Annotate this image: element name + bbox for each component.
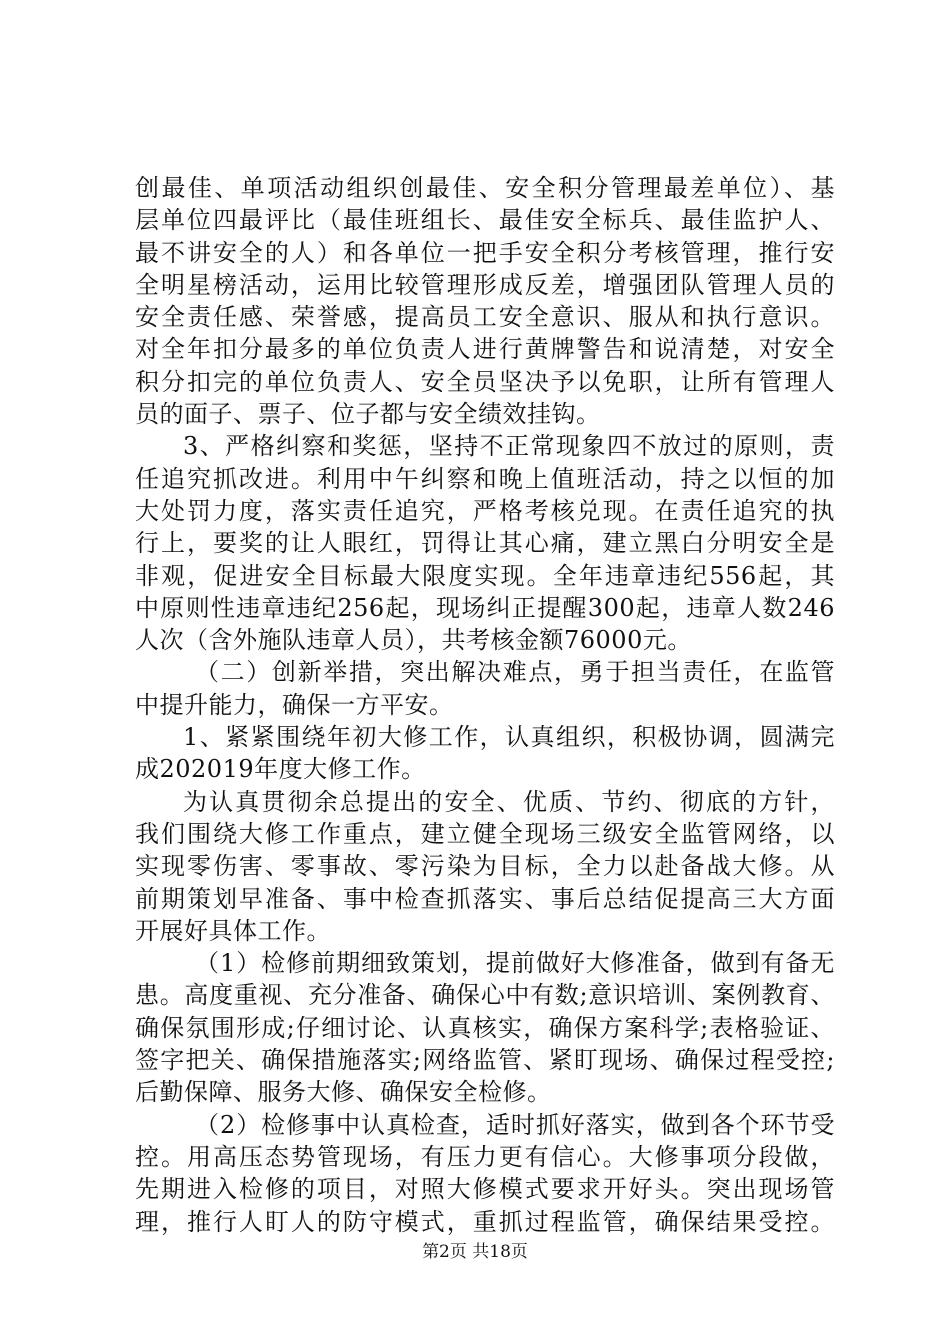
text-line: 对全年扣分最多的单位负责人进行黄牌警告和说清楚，对安全 xyxy=(135,335,835,364)
text-line: 人次（含外施队违章人员），共考核金额76000元。 xyxy=(135,626,692,655)
text-line: 中提升能力，确保一方平安。 xyxy=(135,690,454,719)
text-line: 安全责任感、荣誉感，提高员工安全意识、服从和执行意识。 xyxy=(135,303,835,332)
text-line: 签字把关、确保措施落实;网络监管、紧盯现场、确保过程受控; xyxy=(135,1046,835,1075)
text-line: 全明星榜活动，运用比较管理形成反差，增强团队管理人员的 xyxy=(135,270,835,299)
text-line: 员的面子、票子、位子都与安全绩效挂钩。 xyxy=(135,400,601,429)
text-line: 大处罚力度，落实责任追究，严格考核兑现。在责任追究的执 xyxy=(135,496,835,525)
text-line: 患。高度重视、充分准备、确保心中有数;意识培训、案例教育、 xyxy=(135,981,835,1010)
text-line: （2）检修事中认真检查，适时抓好落实，做到各个环节受 xyxy=(195,1110,835,1139)
text-line: 后勤保障、服务大修、确保安全检修。 xyxy=(135,1078,552,1107)
text-line: 中原则性违章违纪256起，现场纠正提醒300起，违章人数246 xyxy=(135,593,835,622)
text-line: 先期进入检修的项目，对照大修模式要求开好头。突出现场管 xyxy=(135,1175,835,1204)
text-line: （1）检修前期细致策划，提前做好大修准备，做到有备无 xyxy=(195,949,835,978)
text-line: 理，推行人盯人的防守模式，重抓过程监管，确保结果受控。 xyxy=(135,1207,835,1236)
text-line: 积分扣完的单位负责人、安全员坚决予以免职，让所有管理人 xyxy=(135,367,835,396)
text-line: 前期策划早准备、事中检查抓落实、事后总结促提高三大方面 xyxy=(135,884,835,913)
text-line: 最不讲安全的人）和各单位一把手安全积分考核管理，推行安 xyxy=(135,238,835,267)
text-line: 控。用高压态势管现场，有压力更有信心。大修事项分段做， xyxy=(135,1142,835,1171)
text-line: 3、严格纠察和奖惩，坚持不正常现象四不放过的原则，责 xyxy=(183,432,835,461)
text-line: 1、紧紧围绕年初大修工作，认真组织，积极协调，圆满完 xyxy=(183,723,835,752)
text-line: 层单位四最评比（最佳班组长、最佳安全标兵、最佳监护人、 xyxy=(135,206,835,235)
body-text xyxy=(135,172,835,1238)
page-number-footer: 第2页 共18页 xyxy=(422,1242,528,1262)
text-line: 开展好具体工作。 xyxy=(135,916,331,945)
text-line: 我们围绕大修工作重点，建立健全现场三级安全监管网络，以 xyxy=(135,819,835,848)
text-line: 为认真贯彻余总提出的安全、优质、节约、彻底的方针， xyxy=(183,787,835,816)
text-line: 创最佳、单项活动组织创最佳、安全积分管理最差单位）、基 xyxy=(135,174,835,202)
text-line: （二）创新举措，突出解决难点，勇于担当责任，在监管 xyxy=(195,658,835,687)
text-line: 任追究抓改进。利用中午纠察和晚上值班活动，持之以恒的加 xyxy=(135,464,835,493)
text-line: 行上，要奖的让人眼红，罚得让其心痛，建立黑白分明安全是 xyxy=(135,529,835,558)
text-line: 成202019年度大修工作。 xyxy=(135,755,426,784)
text-line: 确保氛围形成;仔细讨论、认真核实，确保方案科学;表格验证、 xyxy=(135,1013,835,1042)
text-line: 非观，促进安全目标最大限度实现。全年违章违纪556起，其 xyxy=(135,561,835,590)
text-line: 实现零伤害、零事故、零污染为目标，全力以赴备战大修。从 xyxy=(135,852,835,881)
